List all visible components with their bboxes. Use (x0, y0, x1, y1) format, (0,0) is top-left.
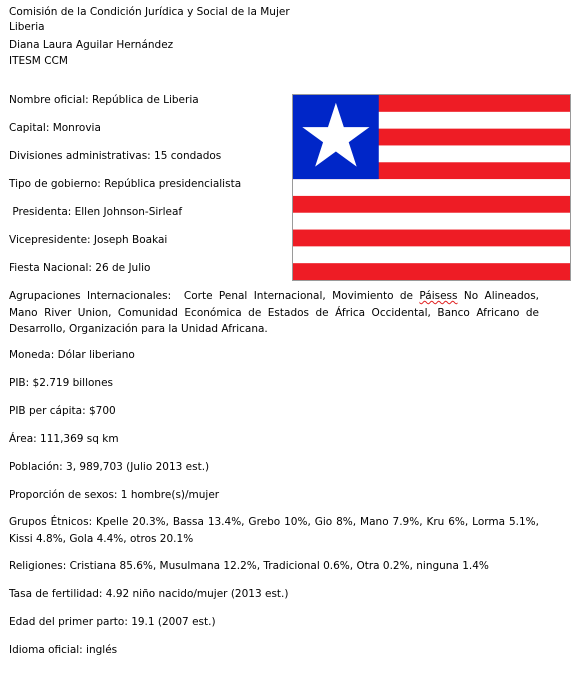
groupings-text-end: No Alineados, Mano River Union, Comunidad Económica de Estados de África Occidental, Banco Africano de Desarrollo, Organización para la Unidad Africana. (9, 290, 539, 335)
flag-white-stripe (293, 213, 570, 230)
president: Presidenta: Ellen Johnson-Sirleaf (9, 206, 183, 218)
flag-red-stripe (293, 230, 570, 247)
flag-red-stripe (293, 196, 570, 213)
gdp: PIB: $2.719 billones (9, 377, 114, 389)
sex-ratio: Proporción de sexos: 1 hombre(s)/mujer (9, 489, 220, 501)
government-type: Tipo de gobierno: República presidencialista (9, 178, 242, 190)
official-language: Idioma oficial: inglés (9, 644, 118, 656)
flag-white-stripe (293, 246, 570, 263)
international-groupings (9, 288, 539, 338)
population: Población: 3, 989,703 (Julio 2013 est.) (9, 461, 210, 473)
flag-red-stripe (293, 263, 570, 280)
administrative-divisions: Divisiones administrativas: 15 condados (9, 150, 222, 162)
gdp-per-capita: PIB per cápita: $700 (9, 405, 116, 417)
liberia-flag (293, 95, 570, 280)
official-name: Nombre oficial: República de Liberia (9, 94, 199, 106)
national-holiday: Fiesta Nacional: 26 de Julio (9, 262, 151, 274)
vice-president: Vicepresidente: Joseph Boakai (9, 234, 168, 246)
flag-white-stripe (293, 179, 570, 196)
first-birth-age: Edad del primer parto: 19.1 (2007 est.) (9, 616, 216, 628)
ethnic-groups: Grupos Étnicos: Kpelle 20.3%, Bassa 13.4%, Grebo 10%, Gio 8%, Mano 7.9%, Kru 6%, Lorma 5.1%, Kissi 4.8%, Gola 4.4%, otros 20.1% (9, 516, 539, 545)
area: Área: 111,369 sq km (9, 433, 119, 445)
capital: Capital: Monrovia (9, 122, 101, 134)
liberia-flag-image (292, 94, 571, 281)
religions: Religiones: Cristiana 85.6%, Musulmana 12.2%, Tradicional 0.6%, Otra 0.2%, ninguna 1.4% (9, 560, 489, 572)
header-institution: ITESM CCM (9, 55, 68, 67)
misspelled-word: Páisess (419, 290, 458, 302)
groupings-text-start: Agrupaciones Internacionales: Corte Penal Internacional, Movimiento de (9, 290, 420, 302)
currency: Moneda: Dólar liberiano (9, 349, 135, 361)
fertility-rate: Tasa de fertilidad: 4.92 niño nacido/mujer (2013 est.) (9, 588, 289, 600)
header-commission: Comisión de la Condición Jurídica y Social de la Mujer (9, 6, 290, 18)
header-author: Diana Laura Aguilar Hernández (9, 39, 174, 51)
header-country: Liberia (9, 21, 45, 33)
